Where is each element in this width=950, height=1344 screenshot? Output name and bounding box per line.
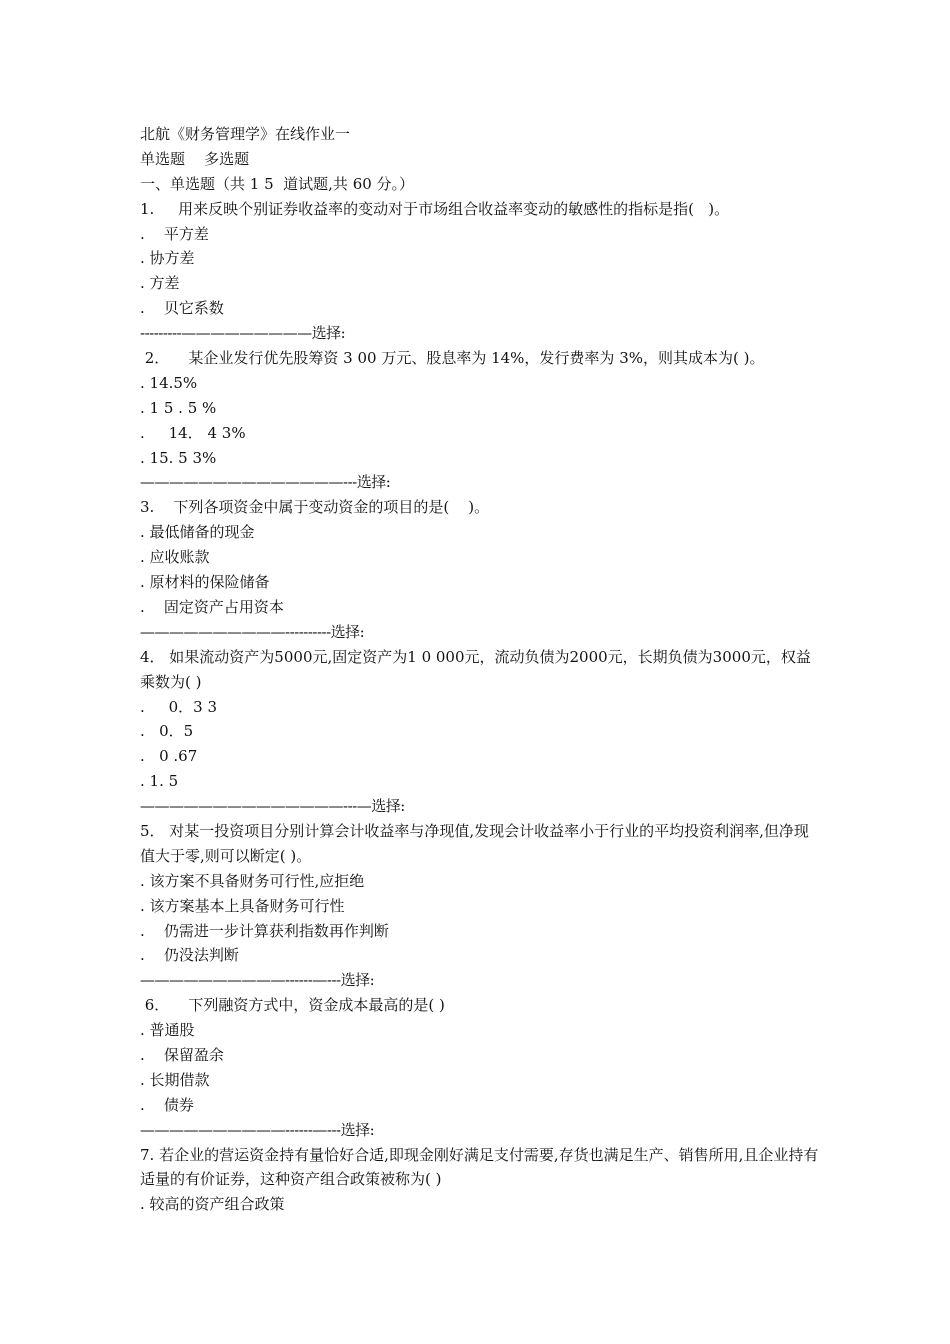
answer-line: ---------—————————选择: — [140, 324, 346, 343]
question-stem: 2． 某企业发行优先股筹资 3 00 万元、股息率为 14%，发行费率为 3%，则其成本为( )。 — [140, 349, 765, 368]
option-d: . 贝它系数 — [140, 299, 224, 318]
section-heading: 一、单选题（共 1 5 道试题,共 60 分。） — [140, 174, 415, 193]
option-b: . 协方差 — [140, 249, 195, 268]
option-a: . 0．3 3 — [140, 697, 218, 716]
option-a: . 14.5% — [140, 373, 198, 392]
option-d: . 1. 5 — [140, 772, 179, 791]
document-title: 北航《财务管理学》在线作业一 — [140, 125, 351, 143]
question-stem: 4． 如果流动资产为5000元,固定资产为1 0 000元，流动负债为2000元，长期负债为3000元，权益乘数为( ) — [140, 647, 811, 691]
option-c: . 0 .67 — [140, 747, 198, 766]
option-a: . 较高的资产组合政策 — [140, 1195, 285, 1214]
option-c: . 方差 — [140, 274, 180, 293]
option-d: . 债券 — [140, 1095, 194, 1114]
question-stem: 7. 若企业的营运资金持有量恰好合适,即现金刚好满足支付需要,存货也满足生产、销售所用,且企业持有适量的有价证券，这种资产组合政策被称为( ) — [140, 1145, 819, 1189]
option-c: . 原材料的保险储备 — [140, 573, 270, 592]
question-stem: 3. 下列各项资金中属于变动资金的项目的是( )。 — [140, 498, 490, 517]
question-stem: 1. 用来反映个别证券收益率的变动对于市场组合收益率变动的敏感性的指标是指( )。 — [140, 199, 730, 218]
option-a: . 普通股 — [140, 1021, 195, 1040]
option-a: . 平方差 — [140, 224, 209, 243]
option-c: . 14． 4 3% — [140, 423, 246, 442]
option-b: . 该方案基本上具备财务可行性 — [140, 896, 345, 915]
answer-line: ——————————------—---选择: — [140, 971, 375, 990]
option-d: . 仍没法判断 — [140, 946, 239, 965]
option-b: . 保留盈余 — [140, 1046, 224, 1065]
question-stem: 6． 下列融资方式中，资金成本最高的是( ) — [140, 996, 445, 1015]
option-b: . 0．5 — [140, 722, 194, 741]
option-a: . 该方案不具备财务可行性,应拒绝 — [140, 871, 365, 890]
answer-line: ——————————------—---选择: — [140, 1120, 375, 1139]
answer-line: ——————————————---选择: — [140, 473, 391, 492]
document-page — [140, 122, 820, 1217]
option-d: . 15. 5 3% — [140, 448, 217, 467]
option-c: . 长期借款 — [140, 1070, 210, 1089]
option-b: . 1 5 . 5 % — [140, 398, 217, 417]
option-b: . 应收账款 — [140, 548, 210, 567]
option-c: . 仍需进一步计算获利指数再作判断 — [140, 921, 389, 940]
answer-line: ——————————————---—选择: — [140, 797, 405, 816]
option-a: . 最低储备的现金 — [140, 523, 255, 542]
answer-line: ——————————----------选择: — [140, 622, 365, 641]
question-stem: 5． 对某一投资项目分别计算会计收益率与净现值,发现会计收益率小于行业的平均投资利润率,但净现值大于零,则可以断定( )。 — [140, 821, 809, 865]
question-type-tabs: 单选题 多选题 — [140, 149, 250, 168]
option-d: . 固定资产占用资本 — [140, 597, 284, 616]
